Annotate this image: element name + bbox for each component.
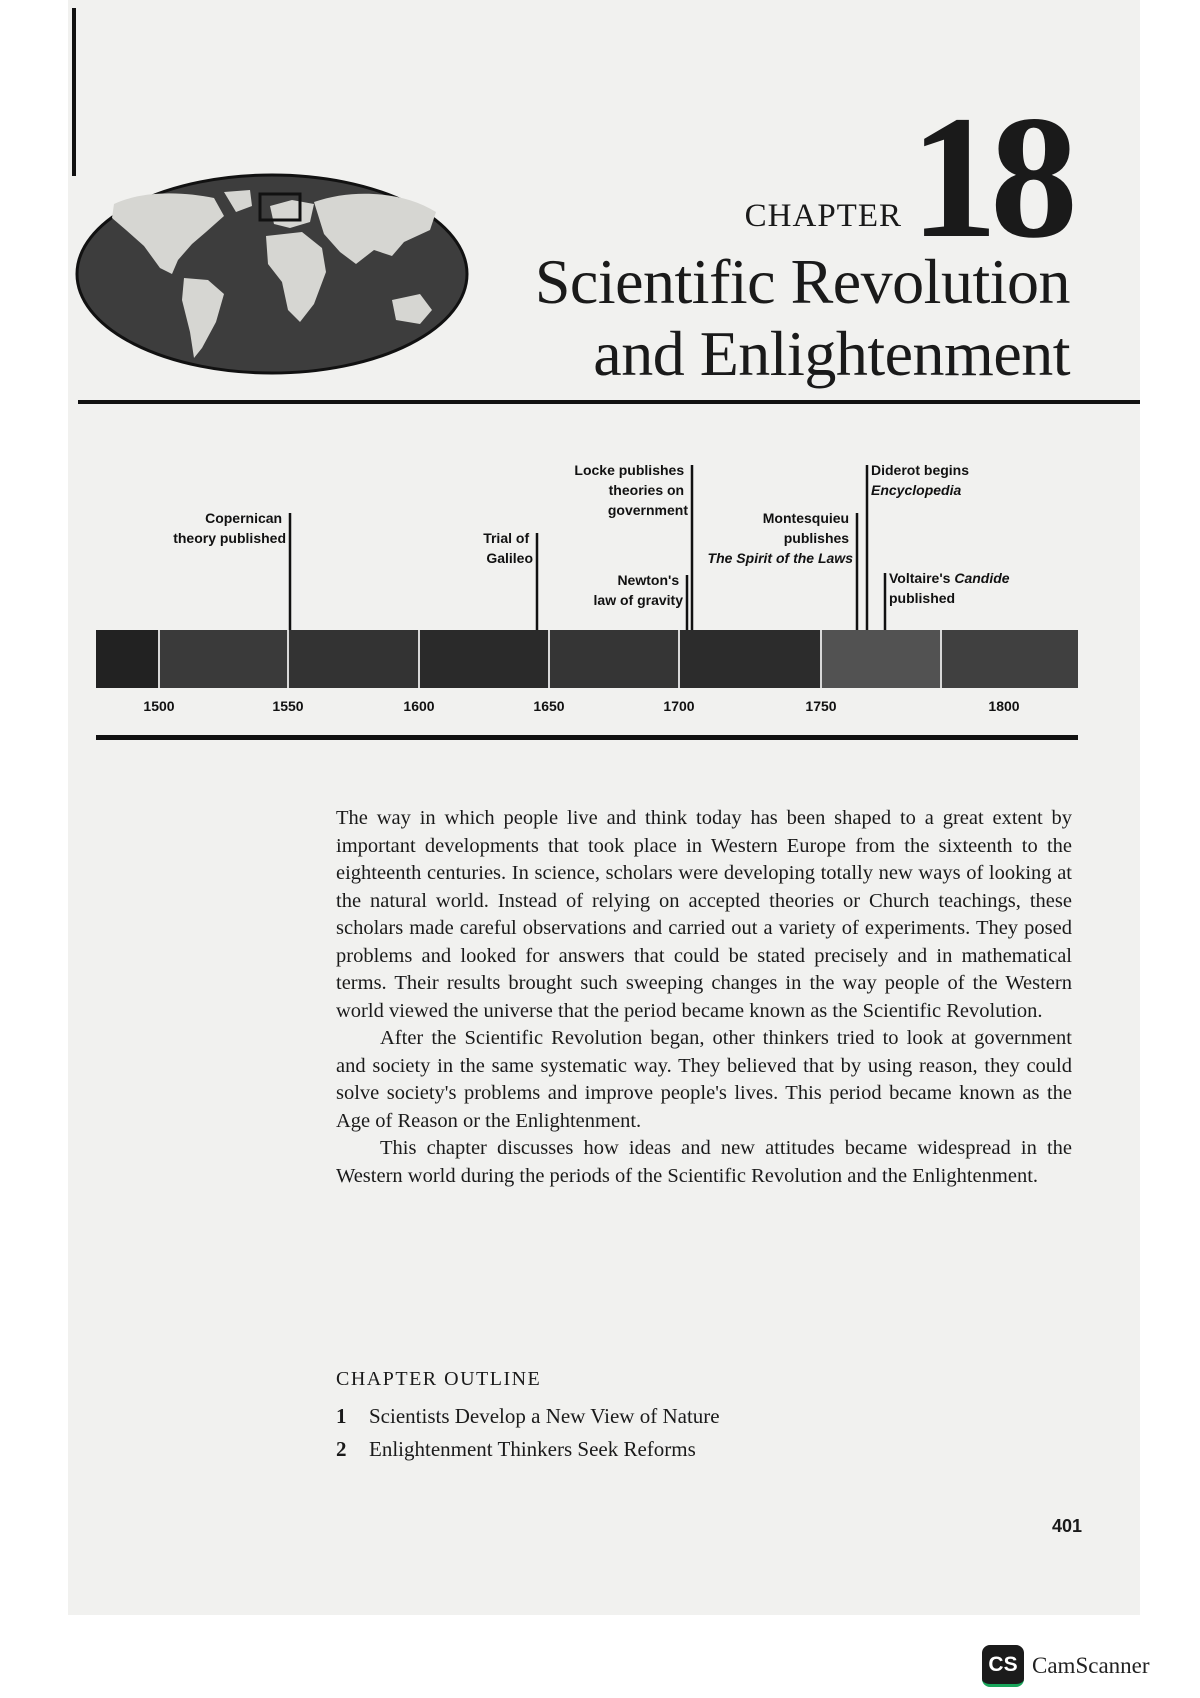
intro-paragraph-1: The way in which people live and think today has been shaped to a great extent by important developments that took place in Western Europe from the sixteenth to the eighteenth centuries. In science, scholars were developing totally new ways of looking at the natural world. Instead of relying on accepted theories or Church teachings, these scholars made careful observations and carried out a variety of experiments. They posed problems and looked for answers that could be stated precisely and in mathematical terms. Their results brought such sweeping changes in the way people of the Western world viewed the universe that the period became known as the Scientific Revolution. <box>336 807 1072 1022</box>
world-map-globe <box>74 172 470 376</box>
chapter-outline <box>336 1400 720 1466</box>
camscanner-name: CamScanner <box>1032 1653 1150 1678</box>
event-newton: Newton's law of gravity <box>593 572 683 608</box>
chapter-label: CHAPTER <box>744 198 902 234</box>
intro-text <box>336 805 1072 1190</box>
tick-label: 1600 <box>403 698 435 714</box>
chapter-title <box>535 246 1070 390</box>
tick-label: 1550 <box>272 698 304 714</box>
intro-paragraph-3: This chapter discusses how ideas and new attitudes became widespread in the Western world during the periods of the Scientific Revolution and the Enlightenment. <box>336 1137 1072 1187</box>
event-locke: Locke publishes theories on government <box>574 462 688 518</box>
event-galileo: Trial of Galileo <box>483 530 533 566</box>
tick-label: 1500 <box>143 698 175 714</box>
header-rule <box>78 400 1140 404</box>
outline-item-text: Scientists Develop a New View of Nature <box>369 1404 720 1428</box>
title-line-2: and Enlightenment <box>593 318 1070 389</box>
timeline <box>96 455 1078 725</box>
timeline-rule <box>96 735 1078 740</box>
event-diderot: Diderot begins Encyclopedia <box>871 462 970 498</box>
tick-label: 1750 <box>805 698 837 714</box>
camscanner-logo-icon: CS <box>982 1645 1024 1687</box>
intro-paragraph-2: After the Scientific Revolution began, other thinkers tried to look at government and society in the same systematic way. They believed that by using reason, they could solve society's problems and improve people's lives. This period became known as the Age of Reason or the Enlightenment. <box>336 1027 1072 1132</box>
tick-label: 1800 <box>988 698 1020 714</box>
chapter-outline-heading: CHAPTER OUTLINE <box>336 1368 542 1390</box>
event-voltaire: Voltaire's Candide published <box>889 570 1010 606</box>
event-copernican: Copernican theory published <box>173 510 286 546</box>
title-line-1: Scientific Revolution <box>534 246 1070 317</box>
chapter-number: 18 <box>910 80 1070 275</box>
outline-item-number: 1 <box>336 1404 347 1428</box>
page-spine-edge <box>72 8 76 176</box>
outline-item-number: 2 <box>336 1437 347 1461</box>
tick-label: 1650 <box>533 698 565 714</box>
outline-item <box>336 1400 720 1433</box>
outline-item-text: Enlightenment Thinkers Seek Reforms <box>369 1437 696 1461</box>
camscanner-watermark <box>982 1645 1150 1687</box>
event-montesquieu: Montesquieu publishes The Spirit of the Laws <box>707 510 853 566</box>
page-number: 401 <box>1051 1516 1082 1536</box>
outline-item <box>336 1433 720 1466</box>
tick-label: 1700 <box>663 698 695 714</box>
